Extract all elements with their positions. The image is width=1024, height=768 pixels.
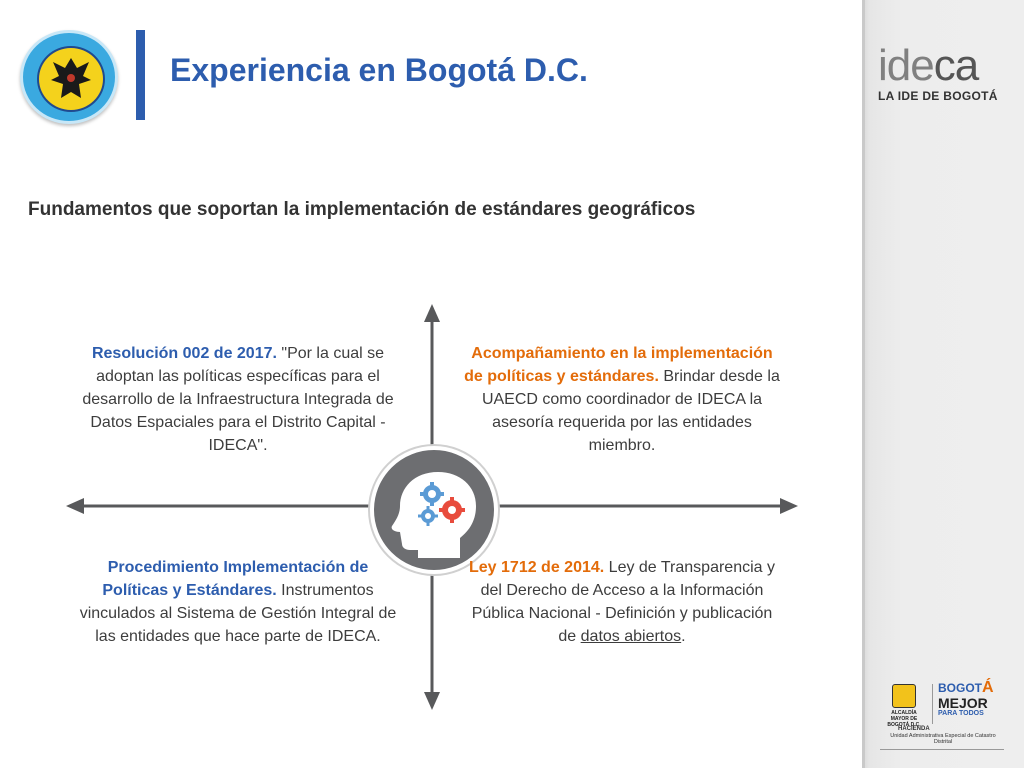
datos-abiertos-link[interactable]: datos abiertos (580, 628, 682, 645)
quadrant-bottom-left (78, 556, 398, 648)
quadrant-tail: . (681, 628, 686, 645)
ideca-tagline: LA IDE DE BOGOTÁ (878, 89, 998, 103)
arrow-up-icon (424, 304, 440, 322)
logo-divider (932, 684, 933, 724)
quadrant-top-right (462, 342, 782, 457)
quadrant-lead: Ley 1712 de 2014. (469, 559, 605, 576)
arrow-right-icon (780, 498, 798, 514)
head-gears-icon (370, 446, 498, 574)
para-todos-label: PARA TODOS (938, 710, 984, 717)
bogota-label: BOGOTÁ (938, 679, 994, 696)
quadrant-lead: Resolución 002 de 2017. (91, 345, 277, 362)
quadrant-body: Brindar desde la UAECD como coordinador de IDECA la asesoría requerida por las entidades miembro. (481, 368, 780, 454)
page-title: Experiencia en Bogotá D.C. (170, 52, 588, 88)
arrow-down-icon (424, 692, 440, 710)
hacienda-label: HACIENDA (898, 726, 930, 732)
quadrant-body: Instrumentos vinculados al Sistema de Gestión Integral de las entidades que hace parte de IDECA. (79, 582, 397, 645)
section-subtitle: Fundamentos que soportan la implementación de estándares geográficos (28, 199, 696, 220)
quadrant-bottom-right (462, 556, 782, 648)
alcaldia-shield-icon (892, 684, 916, 708)
quadrant-body: "Por la cual se adoptan las políticas específicas para el desarrollo de la Infraestructura Integrada de Datos Espaciales para el Distrito Capital - IDECA". (82, 345, 394, 454)
alcaldia-label: ALCALDÍA MAYOR DE BOGOTÁ D.C. (887, 710, 921, 728)
quadrant-top-left (78, 342, 398, 457)
quadrant-lead: Acompañamiento en la implementación de políticas y estándares. (464, 345, 773, 385)
arrow-left-icon (66, 498, 84, 514)
quadrant-body: Ley de Transparencia y del Derecho de Acceso a la Información Pública Nacional - Definición y publicación de (471, 559, 775, 645)
ideca-wordmark: ideca (878, 41, 979, 90)
mejor-label: MEJOR (938, 695, 988, 711)
logo-baseline (880, 749, 1004, 750)
institutional-logos (880, 680, 1006, 750)
quadrant-lead: Procedimiento Implementación de Políticas y Estándares. (102, 559, 369, 599)
unidad-label: Unidad Administrativa Especial de Catastro Distrital (890, 733, 996, 745)
